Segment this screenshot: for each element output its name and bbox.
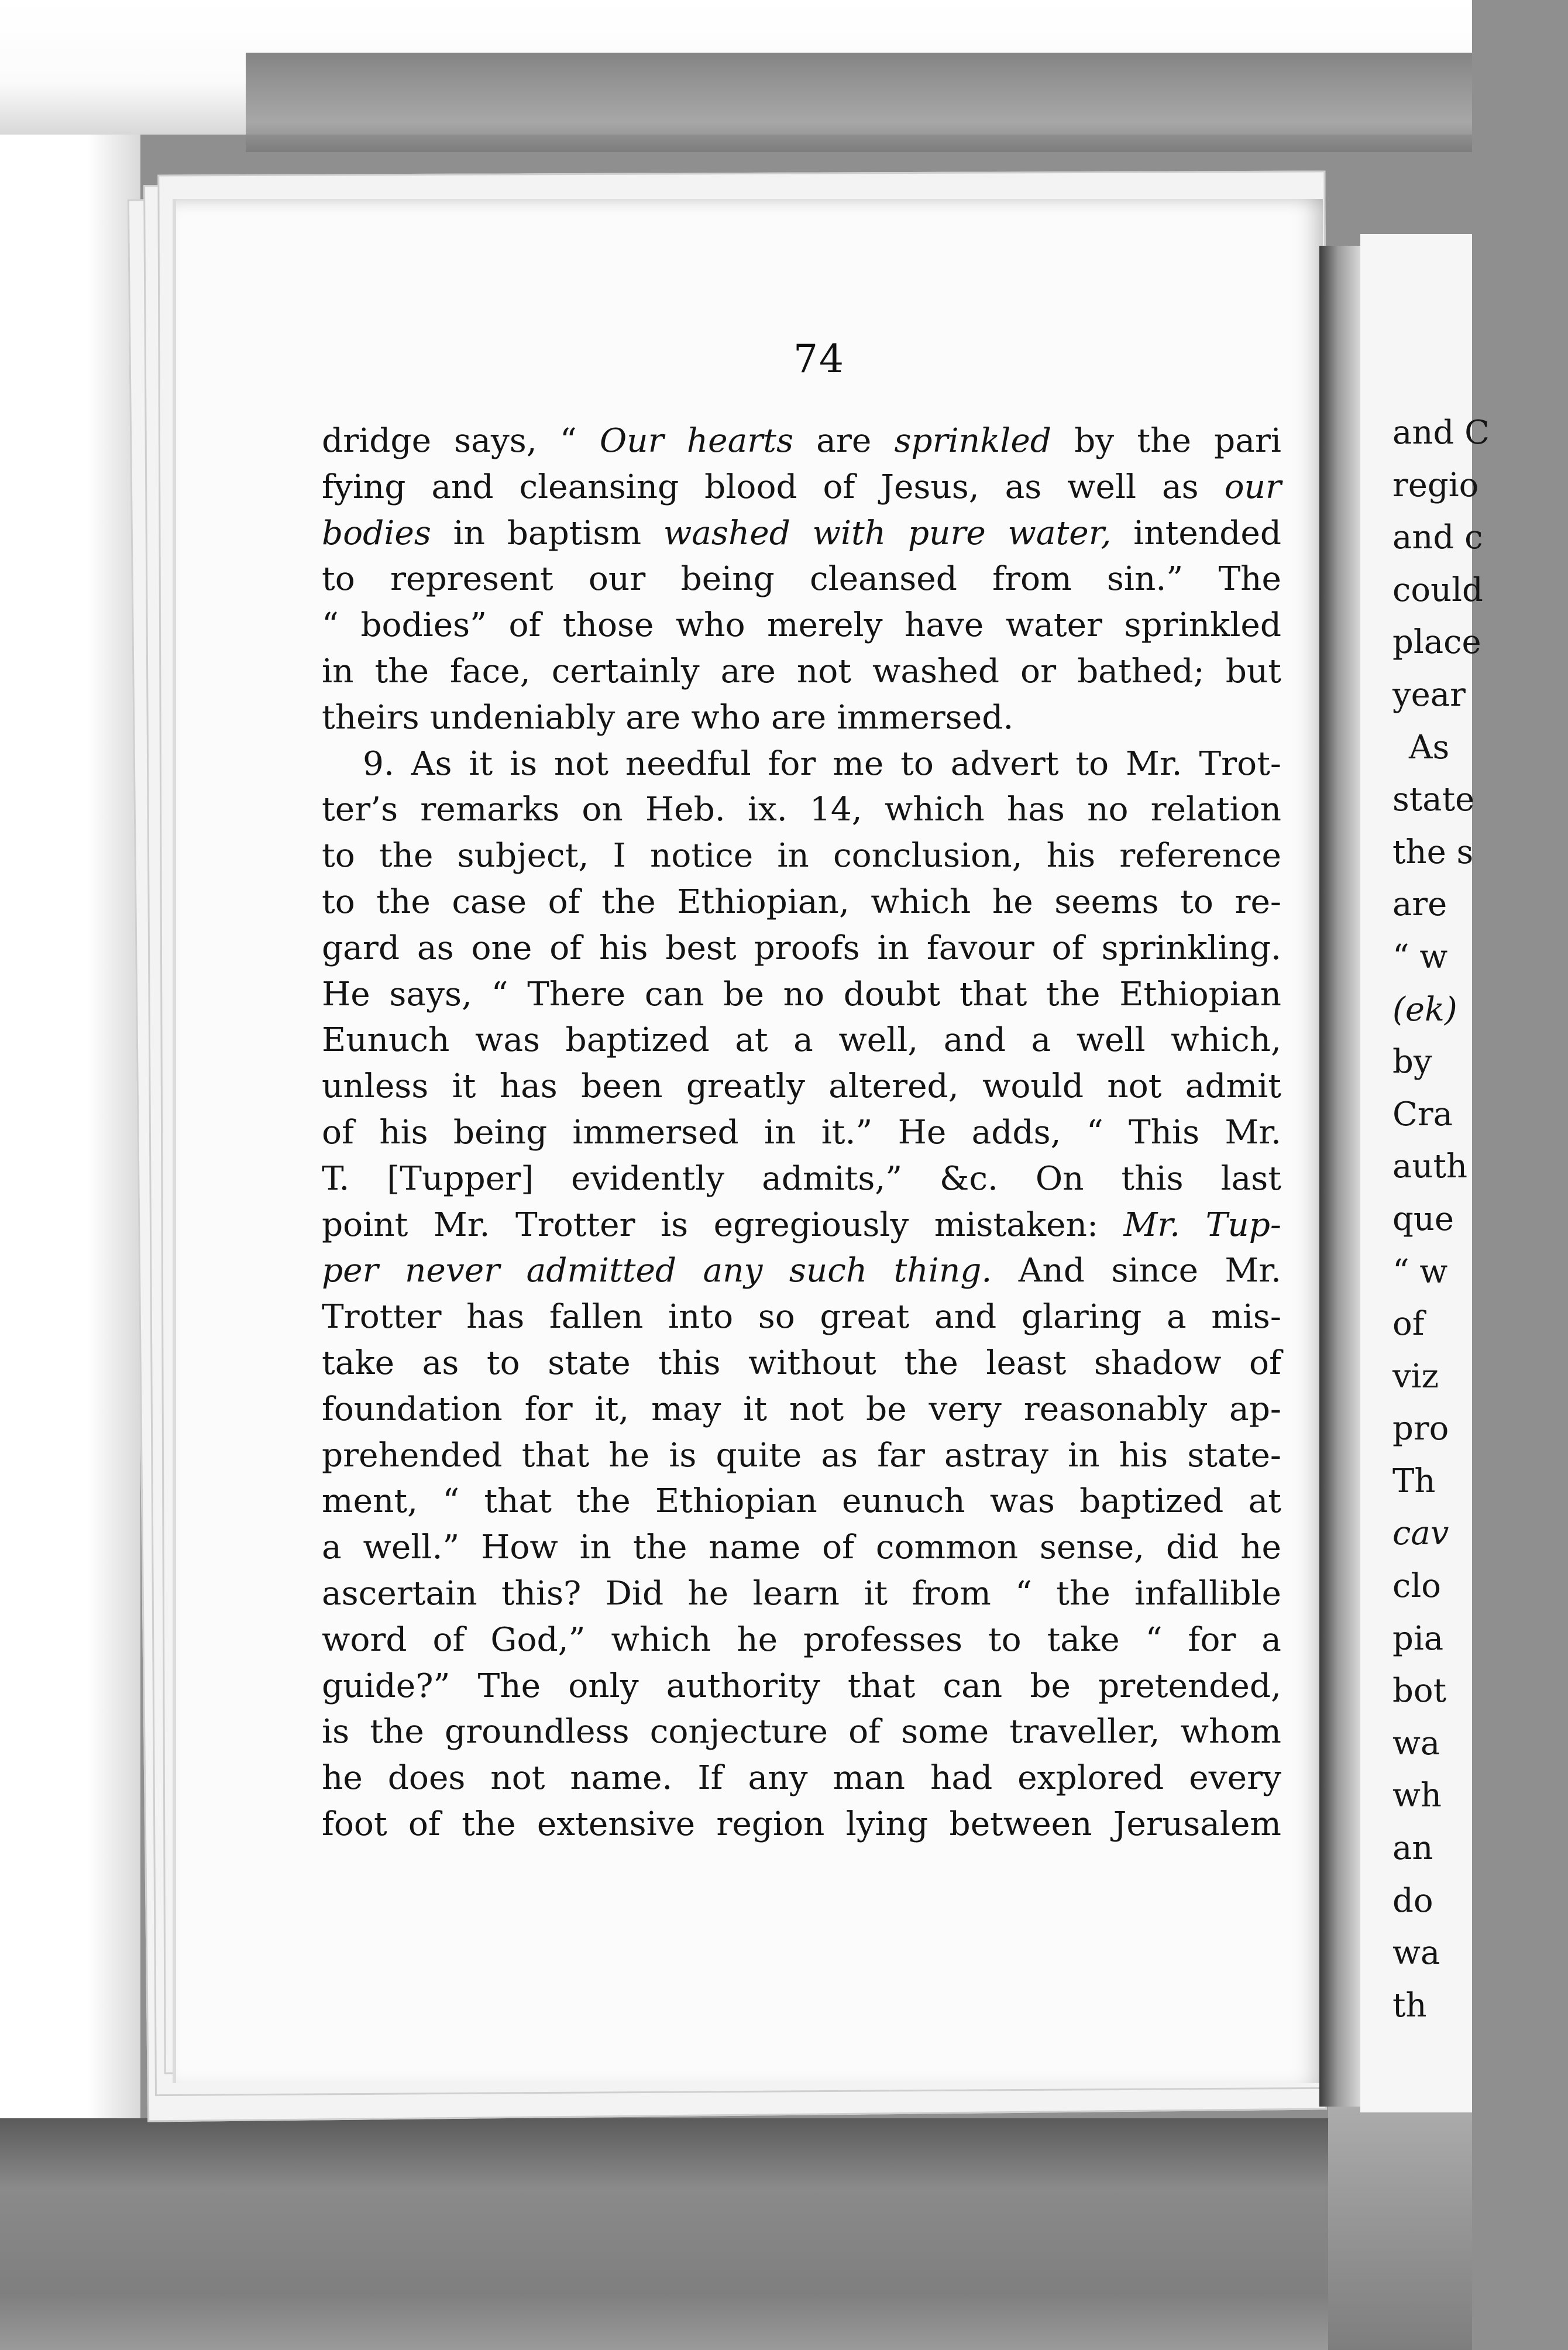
- facing-text-line: clo: [1392, 1567, 1441, 1606]
- text-segment: word of God,” which he professes to take “ for a: [322, 1620, 1281, 1659]
- book-gutter: [1319, 246, 1360, 2107]
- facing-text-line: of: [1392, 1305, 1425, 1344]
- text-segment: take as to state this without the least shadow of: [322, 1344, 1281, 1382]
- facing-text-line: are: [1392, 885, 1447, 924]
- facing-page: [1360, 234, 1490, 2112]
- text-segment: fying and cleansing blood of Jesus, as well as: [322, 468, 1225, 506]
- text-segment: Trotter has fallen into so great and glaring a mis-: [322, 1298, 1281, 1337]
- text-line: [322, 833, 1281, 879]
- facing-text-line: viz: [1392, 1357, 1439, 1396]
- text-line: [322, 695, 1281, 741]
- text-segment: point Mr. Trotter is egregiously mistaken:: [322, 1205, 1124, 1244]
- page-number: 74: [793, 336, 845, 382]
- facing-text-line: Th: [1392, 1462, 1436, 1500]
- text-segment: dridge says, “: [322, 422, 600, 460]
- facing-text-line: by: [1392, 1043, 1432, 1081]
- text-segment: of his being immersed in it.” He adds, “ This Mr.: [322, 1113, 1281, 1152]
- text-line: [322, 603, 1281, 649]
- text-segment: by the pari: [1051, 422, 1281, 460]
- facing-text-line: wa: [1392, 1724, 1440, 1762]
- facing-text-line: and C: [1392, 414, 1490, 452]
- text-segment: theirs undeniably are who are immersed.: [322, 698, 1014, 737]
- facing-text-line: an: [1392, 1829, 1433, 1868]
- facing-text-line: the s: [1392, 833, 1474, 871]
- text-segment: a well.” How in the name of common sense, did he: [322, 1528, 1281, 1567]
- text-line: [322, 1203, 1281, 1249]
- text-segment: ter’s remarks on Heb. ix. 14, which has no relation: [322, 791, 1281, 829]
- facing-text-line: place: [1392, 623, 1481, 662]
- text-line: [322, 1341, 1281, 1387]
- text-line: [322, 465, 1281, 511]
- facing-text-line: que: [1392, 1200, 1454, 1238]
- facing-text-line: do: [1392, 1881, 1433, 1920]
- text-line: [322, 556, 1281, 603]
- facing-text-line: “ w: [1392, 1252, 1448, 1291]
- facing-text-line: pia: [1392, 1619, 1444, 1658]
- italic-text: washed with pure water,: [663, 514, 1112, 552]
- text-line: [322, 1018, 1281, 1064]
- italic-text: Our hearts: [599, 422, 793, 460]
- facing-text-line: auth: [1392, 1147, 1468, 1186]
- text-line: [322, 1248, 1281, 1294]
- text-segment: intended: [1111, 514, 1281, 552]
- text-segment: to the case of the Ethiopian, which he seems to re-: [322, 882, 1281, 921]
- text-line: [322, 1664, 1281, 1710]
- text-segment: in the face, certainly are not washed or bathed; but: [322, 652, 1281, 690]
- text-line: [322, 741, 1281, 788]
- facing-text-line: th: [1392, 1986, 1427, 2025]
- text-line: [322, 926, 1281, 972]
- facing-text-line: wa: [1392, 1934, 1440, 1973]
- text-segment: unless it has been greatly altered, would not admit: [322, 1067, 1281, 1106]
- text-line: [322, 1156, 1281, 1203]
- text-line: [322, 1525, 1281, 1571]
- text-line: [322, 1387, 1281, 1433]
- text-line: [322, 1110, 1281, 1156]
- facing-text-line: could: [1392, 571, 1483, 609]
- text-segment: foundation for it, may it not be very reasonably ap-: [322, 1390, 1281, 1428]
- facing-text-line: bot: [1392, 1672, 1447, 1710]
- text-line: [322, 1617, 1281, 1664]
- facing-text-line: (ek): [1392, 990, 1457, 1029]
- italic-text: bodies: [322, 514, 431, 552]
- text-segment: ment, “ that the Ethiopian eunuch was baptized at: [322, 1482, 1281, 1521]
- text-line: [322, 1433, 1281, 1479]
- facing-text-line: regio: [1392, 466, 1479, 504]
- text-line: [322, 1479, 1281, 1525]
- text-segment: guide?” The only authority that can be pretended,: [322, 1667, 1281, 1705]
- facing-text-line: Cra: [1392, 1095, 1453, 1133]
- text-segment: And since Mr.: [992, 1252, 1282, 1290]
- text-segment: prehended that he is quite as far astray in his state-: [322, 1436, 1281, 1475]
- text-segment: gard as one of his best proofs in favour of sprinkling.: [322, 929, 1281, 967]
- facing-text-line: state: [1392, 781, 1475, 819]
- facing-text-line: cav: [1392, 1514, 1449, 1553]
- text-segment: is the groundless conjecture of some traveller, whom: [322, 1713, 1281, 1751]
- text-line: [322, 787, 1281, 833]
- text-segment: T. [Tupper] evidently admits,” &c. On this last: [322, 1159, 1281, 1198]
- facing-text-line: wh: [1392, 1777, 1442, 1815]
- text-line: [322, 418, 1281, 465]
- facing-text-line: As: [1409, 728, 1450, 767]
- text-segment: “ bodies” of those who merely have water sprinkled: [322, 606, 1281, 645]
- text-segment: Eunuch was baptized at a well, and a well which,: [322, 1021, 1281, 1060]
- text-line: [322, 649, 1281, 695]
- italic-text: our: [1224, 468, 1281, 506]
- text-line: [322, 1294, 1281, 1341]
- facing-page-text: [1392, 407, 1568, 2032]
- text-segment: ascertain this? Did he learn it from “ the infallible: [322, 1574, 1281, 1613]
- facing-text-line: and c: [1392, 518, 1483, 557]
- italic-text: sprinkled: [894, 422, 1051, 460]
- text-segment: he does not name. If any man had explored every: [322, 1759, 1281, 1798]
- text-segment: to the subject, I notice in conclusion, his reference: [322, 837, 1281, 875]
- text-line: [322, 879, 1281, 926]
- italic-text: per never admitted any such thing.: [322, 1252, 992, 1290]
- text-segment: foot of the extensive region lying between Jerusalem: [322, 1805, 1281, 1843]
- text-segment: are: [793, 422, 895, 460]
- text-segment: in baptism: [431, 514, 663, 552]
- text-line: [322, 972, 1281, 1018]
- italic-text: Mr. Tup-: [1123, 1205, 1281, 1244]
- facing-text-line: pro: [1392, 1410, 1449, 1448]
- text-segment: to represent our being cleansed from sin.” The: [322, 560, 1281, 599]
- body-text: [322, 418, 1281, 1848]
- text-segment: 9. As it is not needful for me to advert to Mr. Trot-: [363, 744, 1281, 783]
- text-line: [322, 1571, 1281, 1617]
- scan-film-left: [0, 135, 140, 2118]
- text-line: [322, 1755, 1281, 1802]
- facing-text-line: “ w: [1392, 937, 1448, 976]
- text-line: [322, 1064, 1281, 1110]
- text-line: [322, 1802, 1281, 1848]
- text-line: [322, 1709, 1281, 1755]
- scan-film-bottom: [0, 2118, 1472, 2350]
- text-segment: He says, “ There can be no doubt that the Ethiopian: [322, 975, 1281, 1013]
- facing-text-line: year: [1392, 675, 1466, 714]
- text-line: [322, 511, 1281, 557]
- scan-film-band: [246, 53, 1472, 152]
